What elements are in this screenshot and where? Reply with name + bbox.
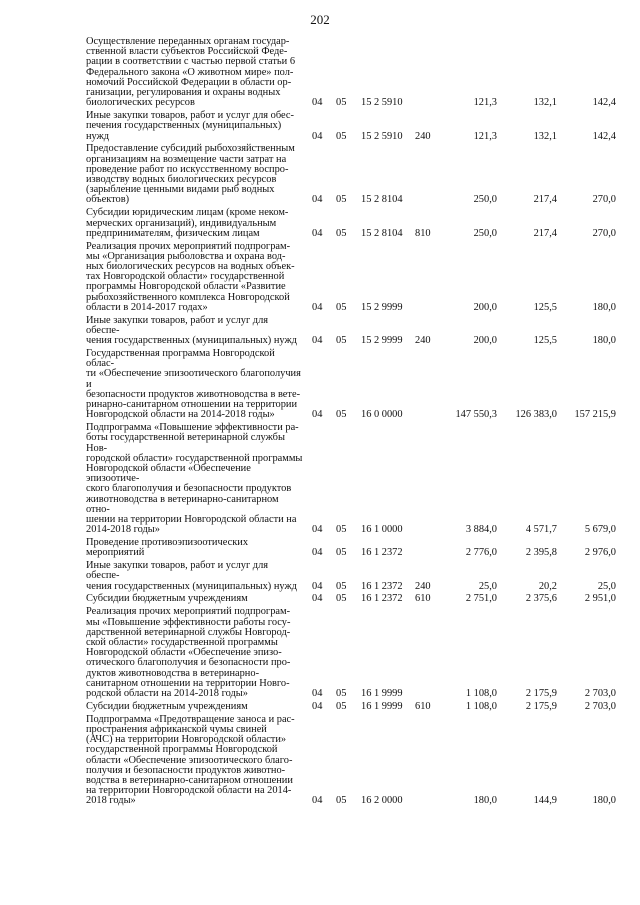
table-row: [86, 37, 616, 108]
table-row: [86, 538, 616, 558]
row-description: Подпрограмма «Предотвращение заноса и рас- пространения африканской чумы свиней (АЧС) на территории Новгородской области» государственной программы Новгородской области «Обеспечение эпизоотического благо- получия и безопасности продуктов животно- водства в ветеринарно-санитарном отношении на территории Новгородской области на 2014- 2018 годы»: [86, 713, 295, 807]
amount-year-3: 5 679,0: [584, 524, 616, 536]
amount-year-3: 2 703,0: [584, 700, 616, 712]
table-row: [86, 208, 616, 239]
amount-year-3: 180,0: [592, 335, 616, 347]
amount-year-2: 132,1: [533, 97, 557, 109]
subsection-code: 05: [336, 130, 347, 142]
amount-year-1: 200,0: [473, 301, 497, 313]
amount-year-3: 142,4: [592, 130, 616, 142]
amount-year-1: 200,0: [473, 335, 497, 347]
subsection-code: 05: [336, 194, 347, 206]
table-row: [86, 561, 616, 592]
section-code: 04: [312, 130, 323, 142]
row-description: Субсидии юридическим лицам (кроме неком- мерческих организаций), индивидуальным предпринимателям, физическим лицам: [86, 207, 289, 239]
subsection-code: 05: [336, 227, 347, 239]
section-code: 04: [312, 524, 323, 536]
section-code: 04: [312, 795, 323, 807]
section-code: 04: [312, 335, 323, 347]
expense-type-code: 810: [415, 227, 431, 239]
section-code: 04: [312, 97, 323, 109]
amount-year-2: 125,5: [533, 335, 557, 347]
subsection-code: 05: [336, 580, 347, 592]
expense-type-code: 240: [415, 580, 431, 592]
amount-year-1: 121,3: [473, 130, 497, 142]
amount-year-1: 250,0: [473, 194, 497, 206]
row-description: Субсидии бюджетным учреждениям: [86, 593, 248, 605]
target-article-code: 15 2 8104: [361, 194, 403, 206]
table-row: [86, 715, 616, 807]
target-article-code: 16 2 0000: [361, 795, 403, 807]
amount-year-3: 25,0: [597, 580, 616, 592]
amount-year-1: 121,3: [473, 97, 497, 109]
row-description: Реализация прочих мероприятий подпрограм- мы «Повышение эффективности работы госу- дарственной ветеринарной службы Новгород- ской области» государственной программы Новгородской области «Обеспечение эпизо- отического благополучия и безопасности про- дуктов животноводства в ветеринарно- санитарном отношении на территории Новго- родской области на 2014-2018 годы»: [86, 606, 291, 699]
budget-table: [86, 37, 616, 809]
target-article-code: 16 1 2372: [361, 547, 403, 559]
target-article-code: 15 2 9999: [361, 301, 403, 313]
amount-year-3: 2 703,0: [584, 687, 616, 699]
target-article-code: 16 1 2372: [361, 580, 403, 592]
table-row: [86, 144, 616, 205]
subsection-code: 05: [336, 524, 347, 536]
table-row: [86, 423, 616, 535]
amount-year-2: 2 375,6: [525, 593, 557, 605]
table-row: [86, 242, 616, 313]
expense-type-code: 610: [415, 593, 431, 605]
row-description: Осуществление переданных органам государ- ственной власти субъектов Российской Феде- рации в соответствии с частью первой статьи 6 Федерального закона «О животном мире» пол- номочий Российской Федерации в области ор- ганизации, регулирования и охраны водных биологических ресурсов: [86, 36, 296, 109]
amount-year-2: 2 395,8: [525, 547, 557, 559]
section-code: 04: [312, 194, 323, 206]
amount-year-3: 270,0: [592, 227, 616, 239]
amount-year-1: 2 751,0: [465, 593, 497, 605]
target-article-code: 15 2 5910: [361, 97, 403, 109]
row-description: Подпрограмма «Повышение эффективности ра- боты государственной ветеринарной службы Нов- городской области» государственной программы Новгородской области «Обеспечение эпизоотиче- ского благополучия и безопасности продуктов животноводства в ветеринарно-санитарном отно- шении на территории Новгородской области на 2014-2018 годы»: [86, 422, 303, 536]
section-code: 04: [312, 227, 323, 239]
amount-year-3: 270,0: [592, 194, 616, 206]
amount-year-3: 2 976,0: [584, 547, 616, 559]
subsection-code: 05: [336, 409, 347, 421]
target-article-code: 16 1 9999: [361, 700, 403, 712]
amount-year-1: 1 108,0: [465, 687, 497, 699]
amount-year-1: 147 550,3: [455, 409, 497, 421]
expense-type-code: 240: [415, 130, 431, 142]
subsection-code: 05: [336, 97, 347, 109]
table-row: [86, 349, 616, 420]
amount-year-3: 2 951,0: [584, 593, 616, 605]
row-description: Государственная программа Новгородской облас- ти «Обеспечение эпизоотического благополучия и безопасности продуктов животноводства в вете- ринарно-санитарном отношении на территории Новгородской области на 2014-2018 годы»: [86, 348, 301, 421]
subsection-code: 05: [336, 593, 347, 605]
amount-year-2: 2 175,9: [525, 687, 557, 699]
amount-year-2: 217,4: [533, 227, 557, 239]
target-article-code: 15 2 9999: [361, 335, 403, 347]
row-description: Субсидии бюджетным учреждениям: [86, 700, 248, 712]
target-article-code: 15 2 8104: [361, 227, 403, 239]
subsection-code: 05: [336, 335, 347, 347]
amount-year-1: 2 776,0: [465, 547, 497, 559]
amount-year-2: 144,9: [533, 795, 557, 807]
table-row: [86, 607, 616, 699]
target-article-code: 16 1 9999: [361, 687, 403, 699]
section-code: 04: [312, 687, 323, 699]
row-description: Иные закупки товаров, работ и услуг для обеспе- чения государственных (муниципальных) нужд: [86, 314, 297, 347]
page-number: 202: [310, 12, 330, 27]
amount-year-1: 3 884,0: [465, 524, 497, 536]
amount-year-3: 142,4: [592, 97, 616, 109]
subsection-code: 05: [336, 301, 347, 313]
section-code: 04: [312, 409, 323, 421]
amount-year-1: 180,0: [473, 795, 497, 807]
section-code: 04: [312, 580, 323, 592]
subsection-code: 05: [336, 795, 347, 807]
table-row: [86, 111, 616, 142]
amount-year-2: 126 383,0: [515, 409, 557, 421]
table-row: [86, 594, 616, 604]
section-code: 04: [312, 700, 323, 712]
section-code: 04: [312, 593, 323, 605]
amount-year-2: 125,5: [533, 301, 557, 313]
table-row: [86, 316, 616, 347]
row-description: Проведение противоэпизоотических мероприятий: [86, 537, 249, 559]
amount-year-2: 217,4: [533, 194, 557, 206]
amount-year-1: 250,0: [473, 227, 497, 239]
row-description: Реализация прочих мероприятий подпрограм- мы «Организация рыболовства и охрана вод- ных биологических ресурсов на водных объек- тах Новгородской области» государственной программы Новгородской области «Развитие рыбохозяйственного комплекса Новгородской области в 2014-2017 годах»: [86, 240, 295, 313]
amount-year-2: 20,2: [538, 580, 557, 592]
amount-year-3: 180,0: [592, 301, 616, 313]
amount-year-3: 180,0: [592, 795, 616, 807]
subsection-code: 05: [336, 687, 347, 699]
row-description: Иные закупки товаров, работ и услуг для обеспе- чения государственных (муниципальных) нужд: [86, 560, 297, 592]
amount-year-2: 2 175,9: [525, 700, 557, 712]
subsection-code: 05: [336, 547, 347, 559]
subsection-code: 05: [336, 700, 347, 712]
section-code: 04: [312, 547, 323, 559]
expense-type-code: 240: [415, 335, 431, 347]
expense-type-code: 610: [415, 700, 431, 712]
amount-year-3: 157 215,9: [574, 409, 616, 421]
target-article-code: 15 2 5910: [361, 130, 403, 142]
amount-year-2: 132,1: [533, 130, 557, 142]
amount-year-2: 4 571,7: [525, 524, 557, 536]
amount-year-1: 25,0: [478, 580, 497, 592]
target-article-code: 16 0 0000: [361, 409, 403, 421]
row-description: Предоставление субсидий рыбохозяйственным организациям на возмещение части затрат на проведение работ по искусственному воспро- изводству водных биологических ресурсов (зарыбление ценными видами рыб водных объектов): [86, 143, 295, 206]
target-article-code: 16 1 0000: [361, 524, 403, 536]
row-description: Иные закупки товаров, работ и услуг для обес- печения государственных (муниципальных) нужд: [86, 110, 294, 142]
section-code: 04: [312, 301, 323, 313]
amount-year-1: 1 108,0: [465, 700, 497, 712]
target-article-code: 16 1 2372: [361, 593, 403, 605]
table-row: [86, 702, 616, 712]
